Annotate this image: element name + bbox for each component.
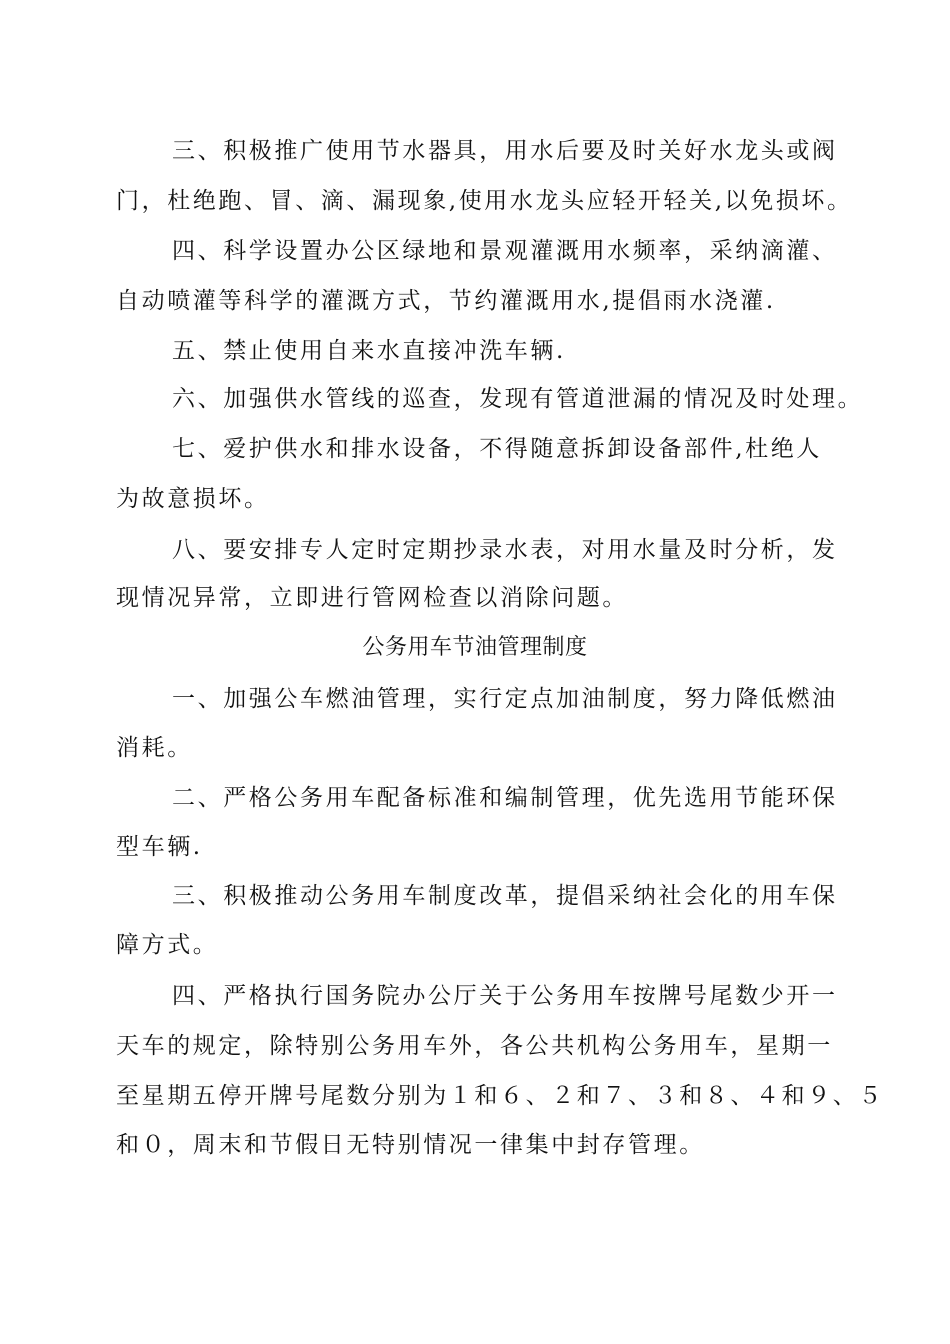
water-item-3-line-1: 三、积极推广使用节水器具，用水后要及时关好水龙头或阀: [172, 138, 838, 164]
water-item-3-line-2: 门，杜绝跑、冒、滴、漏现象,使用水龙头应轻开轻关,以免损坏。: [116, 188, 853, 214]
fuel-item-2-line-2: 型车辆.: [116, 834, 203, 860]
water-item-5-line-1: 五、禁止使用自来水直接冲洗车辆.: [172, 338, 566, 364]
water-item-7-line-2: 为故意损坏。: [116, 486, 270, 512]
fuel-item-4-line-4: 和０，周末和节假日无特别情况一律集中封存管理。: [116, 1132, 705, 1158]
water-item-4-line-2: 自动喷灌等科学的灌溉方式，节约灌溉用水,提倡雨水浇灌.: [116, 288, 776, 314]
fuel-item-4-line-1: 四、严格执行国务院办公厅关于公务用车按牌号尾数少开一: [172, 983, 838, 1009]
water-item-8-line-2: 现情况异常，立即进行管网检查以消除问题。: [116, 585, 628, 611]
fuel-item-2-line-1: 二、严格公务用车配备标准和编制管理，优先选用节能环保: [172, 785, 838, 811]
fuel-item-3-line-2: 障方式。: [116, 932, 219, 958]
fuel-item-4-line-3: 至星期五停开牌号尾数分别为１和６、２和７、３和８、４和９、５: [116, 1083, 884, 1109]
water-item-8-line-1: 八、要安排专人定时定期抄录水表，对用水量及时分析，发: [172, 537, 838, 563]
fuel-item-1-line-1: 一、加强公车燃油管理，实行定点加油制度，努力降低燃油: [172, 686, 838, 712]
fuel-item-4-line-2: 天车的规定，除特别公务用车外，各公共机构公务用车，星期一: [116, 1033, 833, 1059]
water-item-4-line-1: 四、科学设置办公区绿地和景观灌溉用水频率，采纳滴灌、: [172, 238, 838, 264]
section-title: 公务用车节油管理制度: [362, 635, 588, 660]
water-item-7-line-1: 七、爱护供水和排水设备，不得随意拆卸设备部件,杜绝人: [172, 436, 822, 462]
fuel-item-3-line-1: 三、积极推动公务用车制度改革，提倡采纳社会化的用车保: [172, 883, 838, 909]
fuel-item-1-line-2: 消耗。: [116, 735, 193, 761]
water-item-6-line-1: 六、加强供水管线的巡查，发现有管道泄漏的情况及时处理。: [172, 386, 864, 412]
